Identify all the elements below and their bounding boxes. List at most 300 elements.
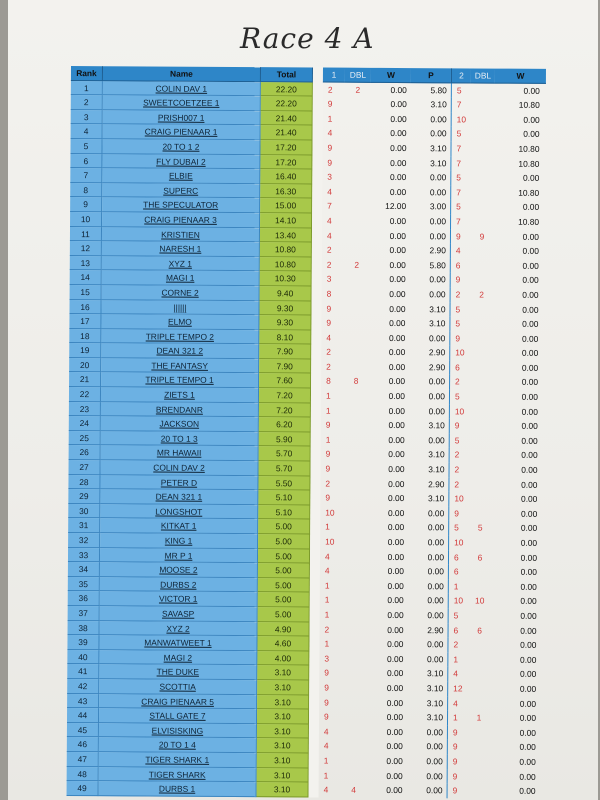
column-gap — [311, 359, 321, 374]
column-gap — [312, 272, 322, 287]
dbl-1-cell — [344, 155, 370, 170]
place-1-cell: 3.10 — [426, 668, 444, 679]
rank-cell: 44 — [67, 708, 99, 723]
win-1-cell: 0.00 — [387, 639, 404, 650]
dbl-2-cell — [467, 740, 491, 755]
rank-cell: 5 — [70, 139, 102, 154]
rank-cell: 2 — [71, 95, 103, 110]
column-gap — [313, 111, 323, 126]
win-1-cell: 0.00 — [388, 434, 405, 445]
name-cell: TRIPLE TEMPO 1 — [101, 373, 259, 389]
name-cell: MAGI 2 — [99, 650, 257, 666]
dbl-2-cell: 6 — [477, 625, 482, 636]
total-cell: 5.90 — [259, 432, 311, 447]
win-1-cell: 0.00 — [388, 478, 405, 489]
selection-1-cell: 9 — [325, 419, 331, 430]
dbl-1-cell — [343, 447, 369, 462]
rank-cell: 9 — [70, 197, 102, 212]
win-2-cell: 0.00 — [519, 785, 536, 796]
dbl-1-cell — [344, 272, 370, 287]
place-1-cell: 3.10 — [429, 303, 446, 314]
selection-1-cell: 4 — [327, 186, 332, 197]
place-1-cell: 3.10 — [426, 697, 444, 708]
column-gap — [310, 578, 320, 593]
dbl-1-cell — [342, 491, 368, 506]
selection-2-cell: 2 — [447, 637, 467, 652]
results-table — [67, 66, 546, 799]
dbl-1-cell — [344, 184, 370, 199]
selection-2-cell: 6 — [449, 360, 469, 375]
name-cell: DURBS 2 — [100, 577, 258, 593]
paper-sheet — [8, 0, 598, 800]
selection-1-cell: 10 — [325, 536, 335, 547]
selection-2-cell: 6 — [448, 564, 468, 579]
win-1-cell: 0.00 — [387, 653, 404, 664]
dbl-2-cell — [468, 608, 492, 623]
selection-2-cell: 6 — [448, 550, 468, 565]
column-gap — [313, 67, 323, 82]
name-cell: NARESH 1 — [102, 241, 260, 257]
dbl-1-cell — [345, 97, 371, 112]
total-cell: 5.10 — [258, 505, 310, 520]
dbl-2-cell — [469, 419, 493, 434]
header-place-1: P — [411, 68, 451, 83]
win-1-cell: 0.00 — [388, 376, 406, 387]
total-cell: 22.20 — [261, 96, 313, 111]
win-2-cell: 0.00 — [523, 85, 540, 96]
name-cell: KRISTIEN — [102, 227, 260, 243]
selection-2-cell: 5 — [451, 127, 471, 142]
win-1-cell: 0.00 — [387, 566, 404, 577]
name-cell: SWEETCOETZEE 1 — [103, 95, 261, 111]
dbl-2-cell — [470, 171, 494, 186]
dbl-2-cell — [470, 244, 494, 259]
dbl-1-cell — [341, 739, 367, 754]
rank-cell: 15 — [70, 285, 102, 300]
selection-2-cell: 10 — [451, 112, 471, 127]
rank-cell: 41 — [67, 664, 99, 679]
selection-1-cell: 9 — [323, 711, 329, 722]
win-2-cell: 0.00 — [522, 231, 539, 242]
total-cell: 4.00 — [257, 651, 309, 666]
place-1-cell: 0.00 — [426, 785, 443, 796]
name-cell: SUPERC — [102, 183, 260, 199]
total-cell: 3.10 — [257, 724, 309, 739]
selection-2-cell: 9 — [449, 331, 469, 346]
win-2-cell: 10.80 — [518, 187, 540, 198]
win-2-cell: 0.00 — [521, 377, 539, 388]
win-2-cell: 0.00 — [521, 479, 538, 490]
dbl-1-cell — [343, 330, 369, 345]
table-body — [67, 81, 546, 799]
selection-2-cell: 1 — [448, 579, 468, 594]
place-1-cell: 0.00 — [428, 405, 445, 416]
total-cell: 5.00 — [258, 534, 310, 549]
total-cell: 7.90 — [259, 359, 311, 374]
selection-2-cell: 6 — [448, 623, 468, 638]
selection-1-cell: 3 — [327, 171, 333, 182]
selection-2-cell: 12 — [447, 681, 467, 696]
dbl-2-cell — [470, 214, 494, 229]
name-cell: KING 1 — [100, 533, 258, 549]
total-cell: 3.10 — [257, 680, 309, 695]
rank-cell: 7 — [70, 168, 102, 183]
selection-1-cell: 1 — [324, 580, 330, 591]
dbl-2-cell — [469, 302, 493, 317]
dbl-2-cell — [471, 98, 495, 113]
column-gap — [312, 257, 322, 272]
total-cell: 5.00 — [258, 520, 310, 535]
selection-1-cell: 4 — [324, 551, 330, 562]
rank-cell: 21 — [69, 372, 101, 387]
rank-cell: 43 — [67, 694, 99, 709]
place-1-cell: 0.00 — [430, 128, 447, 139]
selection-2-cell: 9 — [450, 273, 470, 288]
name-cell: TRIPLE TEMPO 2 — [101, 329, 259, 345]
column-gap — [311, 389, 321, 404]
rank-cell: 1 — [71, 81, 103, 96]
win-2-cell: 0.00 — [523, 114, 540, 125]
dbl-2-cell — [467, 725, 491, 740]
win-1-cell: 0.00 — [389, 230, 407, 241]
dbl-1-cell — [341, 637, 367, 652]
name-cell: MANWATWEET 1 — [99, 635, 257, 651]
rank-cell: 39 — [67, 635, 99, 650]
dbl-2-cell — [471, 112, 495, 127]
total-cell: 3.10 — [257, 768, 309, 783]
selection-2-cell: 10 — [448, 594, 468, 609]
dbl-1-cell — [341, 724, 367, 739]
place-1-cell: 3.10 — [426, 683, 444, 694]
place-1-cell: 0.00 — [427, 508, 445, 519]
place-1-cell: 0.00 — [428, 435, 445, 446]
selection-1-cell: 4 — [323, 740, 329, 751]
selection-1-cell: 1 — [325, 390, 331, 401]
column-gap — [312, 228, 322, 243]
total-cell: 5.00 — [258, 593, 310, 608]
total-cell: 15.00 — [260, 199, 312, 214]
rank-cell: 47 — [67, 752, 99, 767]
dbl-2-cell — [467, 638, 491, 653]
column-gap — [311, 447, 321, 462]
selection-2-cell: 4 — [447, 667, 467, 682]
win-2-cell: 0.00 — [521, 421, 538, 432]
win-1-cell: 0.00 — [386, 682, 404, 693]
rank-cell: 48 — [67, 766, 99, 781]
dbl-1-cell — [341, 710, 367, 725]
handwritten-title: Race 4 A — [240, 22, 375, 55]
rank-cell: 8 — [70, 183, 102, 198]
selection-2-cell: 6 — [450, 258, 470, 273]
selection-2-cell: 2 — [449, 375, 469, 390]
selection-2-cell: 10 — [449, 346, 469, 361]
dbl-2-cell — [467, 652, 491, 667]
selection-1-cell: 9 — [325, 463, 331, 474]
selection-1-cell: 2 — [327, 84, 333, 95]
dbl-1-cell — [341, 695, 367, 710]
rank-cell: 20 — [69, 358, 101, 373]
selection-1-cell: 9 — [327, 157, 333, 168]
win-2-cell: 0.00 — [521, 435, 538, 446]
total-cell: 5.50 — [258, 476, 310, 491]
selection-1-cell: 4 — [327, 127, 333, 138]
rank-cell: 25 — [69, 431, 101, 446]
column-gap — [311, 345, 321, 360]
selection-2-cell: 7 — [450, 185, 470, 200]
dbl-2-cell — [469, 331, 493, 346]
win-2-cell: 0.00 — [522, 289, 539, 300]
total-cell: 7.20 — [259, 388, 311, 403]
total-cell: 7.60 — [259, 374, 311, 389]
win-1-cell: 0.00 — [387, 580, 404, 591]
win-1-cell: 0.00 — [390, 84, 407, 95]
selection-1-cell: 2 — [325, 478, 331, 489]
selection-1-cell: 1 — [323, 755, 329, 766]
column-gap — [310, 462, 320, 477]
selection-2-cell: 5 — [448, 608, 468, 623]
total-cell: 3.10 — [257, 709, 309, 724]
column-gap — [309, 666, 319, 681]
name-cell: KITKAT 1 — [100, 519, 258, 535]
dbl-2-cell — [469, 448, 493, 463]
column-gap — [311, 330, 321, 345]
place-1-cell: 3.10 — [428, 420, 445, 431]
header-selection-1: 1 — [323, 68, 345, 83]
win-2-cell: 0.00 — [519, 742, 536, 753]
column-gap — [310, 520, 320, 535]
rank-cell: 6 — [70, 154, 102, 169]
win-1-cell: 0.00 — [389, 318, 406, 329]
rank-cell: 18 — [69, 329, 101, 344]
name-cell: CRAIG PIENAAR 1 — [103, 125, 261, 141]
rank-cell: 24 — [69, 416, 101, 431]
table-row — [67, 781, 542, 798]
win-1-cell: 0.00 — [387, 507, 405, 518]
total-cell: 17.20 — [260, 140, 312, 155]
win-1-cell: 0.00 — [388, 463, 405, 475]
selection-2-cell: 7 — [451, 98, 471, 113]
place-1-cell: 3.10 — [428, 449, 445, 460]
name-cell: TIGER SHARK — [99, 767, 257, 783]
place-1-cell: 0.00 — [430, 113, 447, 125]
dbl-1-cell — [343, 301, 369, 316]
place-1-cell: 0.00 — [427, 610, 444, 621]
selection-1-cell: 8 — [326, 376, 331, 387]
rank-cell: 29 — [68, 489, 100, 504]
column-gap — [310, 491, 320, 506]
total-cell: 8.10 — [259, 330, 311, 345]
selection-1-cell: 4 — [324, 565, 330, 576]
win-1-cell: 0.00 — [389, 245, 406, 256]
dbl-1-cell — [344, 287, 370, 302]
rank-cell: 12 — [70, 241, 102, 256]
name-cell: THE SPECULATOR — [102, 198, 260, 214]
win-2-cell: 0.00 — [519, 698, 537, 709]
selection-2-cell: 5 — [450, 170, 470, 185]
place-1-cell: 3.10 — [426, 712, 444, 723]
dbl-2-cell — [470, 258, 494, 273]
total-cell: 5.00 — [258, 549, 310, 564]
win-1-cell: 0.00 — [388, 361, 406, 372]
rank-cell: 38 — [68, 621, 100, 636]
win-2-cell: 0.00 — [519, 771, 536, 782]
place-1-cell: 0.00 — [427, 595, 444, 606]
dbl-1-cell: 2 — [354, 259, 360, 270]
rank-cell: 28 — [68, 475, 100, 490]
win-1-cell: 0.00 — [387, 609, 404, 621]
dbl-2-cell — [471, 83, 495, 98]
total-cell: 21.40 — [261, 111, 313, 126]
win-2-cell: 0.00 — [522, 275, 539, 286]
total-cell: 5.10 — [258, 490, 310, 505]
dbl-1-cell — [344, 243, 370, 258]
dbl-1-cell: 2 — [355, 84, 361, 95]
dbl-1-cell — [343, 316, 369, 331]
header-win-1: W — [371, 68, 411, 83]
win-2-cell: 0.00 — [519, 727, 536, 738]
name-cell: JACKSON — [101, 416, 259, 432]
rank-cell: 32 — [68, 533, 100, 548]
column-gap — [312, 155, 322, 170]
rank-cell: 46 — [67, 737, 99, 752]
win-2-cell: 0.00 — [520, 581, 537, 592]
name-cell: XYZ 2 — [100, 621, 258, 637]
win-1-cell: 0.00 — [390, 128, 407, 139]
selection-1-cell: 1 — [324, 594, 330, 605]
column-gap — [312, 199, 322, 214]
dbl-2-cell — [469, 360, 493, 375]
dbl-2-cell — [467, 696, 491, 711]
dbl-2-cell — [469, 375, 493, 390]
place-1-cell: 0.00 — [427, 639, 444, 650]
column-gap — [309, 783, 319, 798]
dbl-2-cell — [467, 681, 491, 696]
total-cell: 10.80 — [260, 242, 312, 257]
win-1-cell: 0.00 — [388, 449, 405, 460]
win-2-cell: 0.00 — [521, 450, 538, 461]
rank-cell: 36 — [68, 591, 100, 606]
selection-1-cell: 9 — [325, 492, 331, 503]
dbl-2-cell — [468, 492, 492, 507]
selection-2-cell: 10 — [448, 535, 468, 550]
win-2-cell: 10.80 — [518, 158, 540, 169]
rank-cell: 16 — [69, 299, 101, 314]
place-1-cell: 0.00 — [427, 653, 444, 665]
win-1-cell: 0.00 — [390, 157, 407, 168]
dbl-1-cell — [341, 768, 367, 783]
win-2-cell: 0.00 — [522, 333, 539, 344]
win-2-cell: 10.80 — [518, 99, 540, 111]
win-2-cell: 0.00 — [519, 756, 536, 767]
column-gap — [312, 184, 322, 199]
selection-2-cell: 1 — [447, 710, 467, 725]
selection-2-cell: 10 — [449, 404, 469, 419]
name-cell: COLIN DAV 1 — [103, 81, 261, 97]
column-gap — [310, 593, 320, 608]
column-gap — [312, 243, 322, 258]
column-gap — [313, 97, 323, 112]
dbl-1-cell — [341, 666, 367, 681]
rank-cell: 26 — [69, 445, 101, 460]
rank-cell: 35 — [68, 577, 100, 592]
name-cell: THE FANTASY — [101, 358, 259, 374]
column-gap — [310, 534, 320, 549]
rank-cell: 37 — [68, 606, 100, 621]
name-cell: STALL GATE 7 — [99, 708, 257, 724]
win-1-cell: 0.00 — [386, 755, 403, 766]
win-2-cell: 0.00 — [519, 669, 537, 680]
place-1-cell: 0.00 — [429, 186, 447, 198]
place-1-cell: 0.00 — [428, 376, 446, 387]
total-cell: 7.90 — [259, 344, 311, 359]
selection-2-cell: 2 — [448, 462, 468, 477]
dbl-1-cell — [345, 126, 371, 141]
dbl-1-cell — [343, 433, 369, 448]
rank-cell: 42 — [67, 679, 99, 694]
rank-cell: 49 — [67, 781, 99, 796]
column-gap — [311, 301, 321, 316]
place-1-cell: 0.00 — [429, 216, 447, 227]
win-2-cell: 0.00 — [520, 639, 537, 651]
selection-2-cell: 10 — [448, 492, 468, 507]
place-1-cell: 0.00 — [429, 332, 446, 343]
win-1-cell: 0.00 — [389, 172, 407, 183]
name-cell: SAVASP — [100, 606, 258, 622]
name-cell: FLY DUBAI 2 — [102, 154, 260, 170]
selection-1-cell: 2 — [326, 259, 332, 270]
dbl-2-cell — [468, 462, 492, 477]
selection-1-cell: 2 — [326, 361, 331, 372]
rank-cell: 23 — [69, 402, 101, 417]
dbl-1-cell — [342, 622, 368, 637]
column-gap — [311, 418, 321, 433]
dbl-2-cell — [469, 404, 493, 419]
total-cell: 21.40 — [261, 126, 313, 141]
total-cell: 9.30 — [259, 301, 311, 316]
name-cell: PETER D — [100, 475, 258, 491]
place-1-cell: 2.90 — [428, 362, 446, 373]
name-cell: 20 TO 1 3 — [101, 431, 259, 447]
name-cell: TIGER SHARK 1 — [99, 752, 257, 768]
selection-1-cell: 1 — [327, 113, 333, 124]
win-1-cell: 0.00 — [389, 186, 407, 197]
selection-1-cell: 9 — [326, 317, 332, 328]
dbl-1-cell — [344, 228, 370, 243]
win-2-cell: 0.00 — [520, 596, 537, 607]
win-1-cell: 0.00 — [386, 697, 404, 708]
name-cell: CRAIG PIENAAR 5 — [99, 694, 257, 710]
name-cell: ZIETS 1 — [101, 387, 259, 403]
win-1-cell: 12.00 — [385, 201, 407, 212]
win-2-cell: 0.00 — [521, 406, 538, 417]
dbl-1-cell — [344, 199, 370, 214]
name-cell: DEAN 321 2 — [101, 343, 259, 359]
dbl-2-cell — [469, 433, 493, 448]
selection-1-cell: 9 — [325, 449, 331, 460]
total-cell: 16.40 — [260, 169, 312, 184]
column-gap — [310, 549, 320, 564]
total-cell: 9.40 — [260, 286, 312, 301]
rank-cell: 27 — [69, 460, 101, 475]
column-gap — [311, 374, 321, 389]
win-1-cell: 0.00 — [388, 347, 406, 358]
column-gap — [312, 170, 322, 185]
rank-cell: 19 — [69, 343, 101, 358]
dbl-2-cell — [469, 317, 493, 332]
win-1-cell: 0.00 — [390, 113, 407, 124]
column-gap — [309, 710, 319, 725]
name-cell: |||||| — [101, 300, 259, 316]
